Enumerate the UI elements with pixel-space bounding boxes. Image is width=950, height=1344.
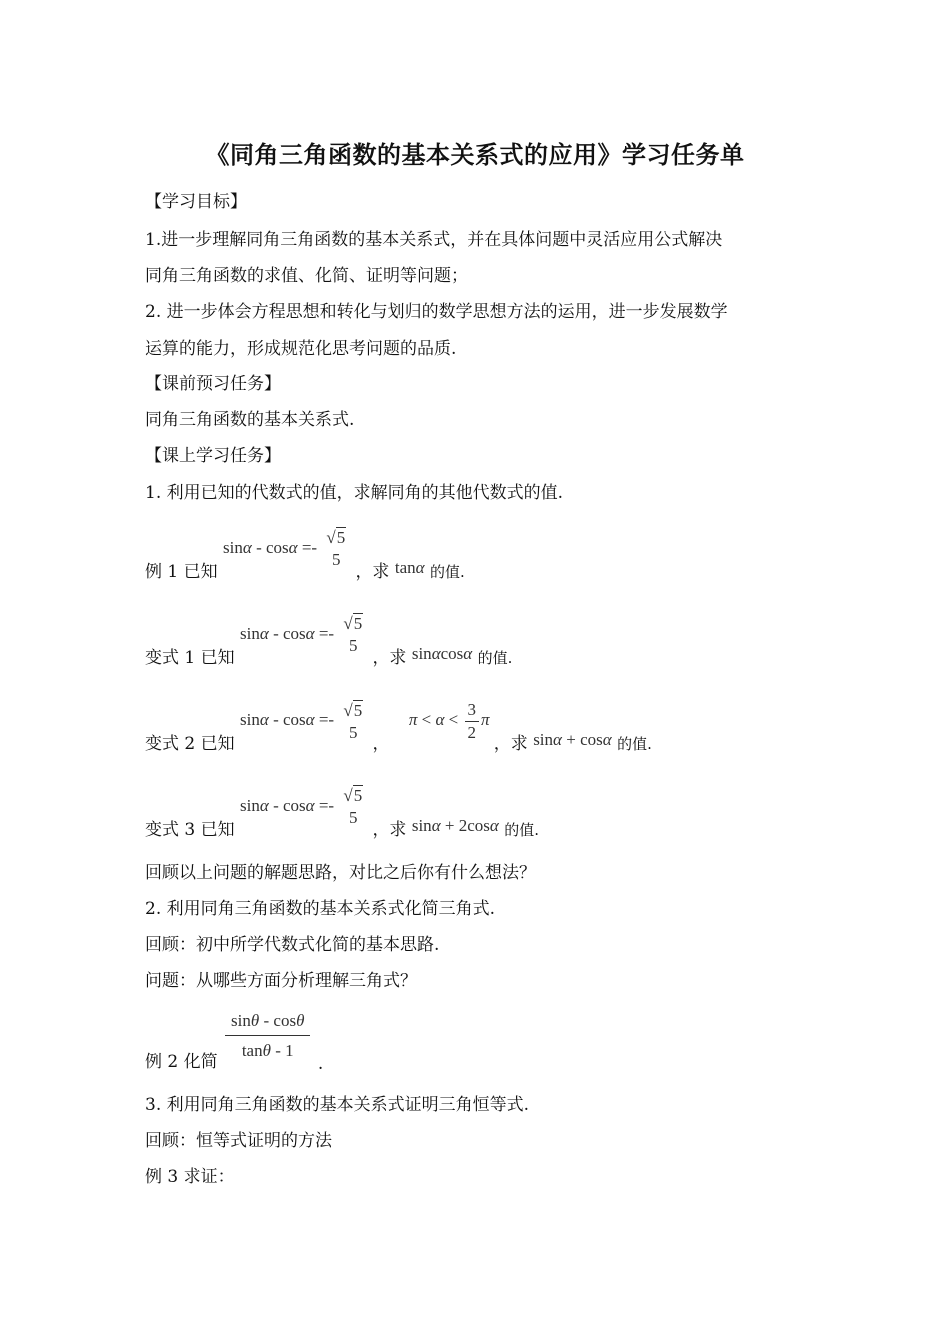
task-2-review: 回顾：初中所学代数式化简的基本思路. bbox=[145, 935, 440, 955]
goal-1-line-1: 1.进一步理解同角三角函数的基本关系式，并在具体问题中灵活应用公式解决 bbox=[145, 230, 723, 250]
goal-2-line-2: 运算的能力，形成规范化思考问题的品质. bbox=[145, 339, 457, 359]
example-2-prefix: 例 2 化简 bbox=[145, 1051, 218, 1072]
three-halves: $\frac{3}{2}$ bbox=[465, 699, 480, 744]
task-2: 2. 利用同角三角函数的基本关系式化简三角式. bbox=[145, 899, 496, 919]
review-question: 回顾以上问题的解题思路，对比之后你有什么想法？ bbox=[145, 863, 536, 883]
goals-header: 【学习目标】 bbox=[145, 192, 247, 212]
task-1: 1. 利用已知的代数式的值，求解同角的其他代数式的值. bbox=[145, 483, 564, 503]
variant-2-prefix: 变式 2 已知 bbox=[145, 734, 235, 755]
variant-1-prefix: 变式 1 已知 bbox=[145, 647, 235, 668]
variant-3-prefix: 变式 3 已知 bbox=[145, 819, 235, 840]
goal-1-line-2: 同角三角函数的求值、化简、证明等问题； bbox=[145, 266, 468, 286]
variant-3-target: sinα + 2cosα bbox=[411, 815, 499, 835]
variant-3-condition: sinα - cosα =- √5 5 bbox=[240, 796, 372, 815]
class-header: 【课上学习任务】 bbox=[145, 446, 281, 466]
variant-2: 变式 2 已知 sinα - cosα =- √5 5 ， π < α < $\frac{3}{2}$ π ，求 sinα + cosα 的值. bbox=[145, 700, 652, 755]
variant-2-condition: sinα - cosα =- √5 5 bbox=[240, 710, 372, 729]
variant-1-target: sinαcosα bbox=[411, 643, 473, 663]
task-3-review: 回顾：恒等式证明的方法 bbox=[145, 1131, 332, 1151]
task-3: 3. 利用同角三角函数的基本关系式证明三角恒等式. bbox=[145, 1095, 530, 1115]
goal-2-line-1: 2. 进一步体会方程思想和转化与划归的数学思想方法的运用，进一步发展数学 bbox=[145, 302, 728, 322]
example-1-condition: sinα - cosα =- √5 5 bbox=[223, 538, 355, 557]
variant-2-target: sinα + cosα bbox=[533, 730, 612, 750]
neg-sqrt5-over-5: √5 5 bbox=[343, 614, 363, 655]
example-1-target: tanα bbox=[394, 557, 425, 577]
variant-1: 变式 1 已知 sinα - cosα =- √5 5 ，求 sinαcosα 的值. bbox=[145, 614, 513, 668]
example-3: 例 3 求证： bbox=[145, 1167, 235, 1187]
preview-header: 【课前预习任务】 bbox=[145, 374, 281, 394]
variant-1-condition: sinα - cosα =- √5 5 bbox=[240, 624, 372, 643]
example-2: 例 2 化简 $\frac{\sin\theta - \cos\theta}{\tan\theta - 1}$ . bbox=[145, 1011, 324, 1074]
neg-sqrt5-over-5: √5 5 bbox=[343, 786, 363, 827]
example-1: 例 1 已知 sinα - cosα =- √5 5 ，求 tanα 的值. bbox=[145, 528, 465, 582]
neg-sqrt5-over-5: √5 5 bbox=[326, 528, 346, 569]
variant-2-range: π < α < $\frac{3}{2}$ π bbox=[408, 700, 490, 742]
example-2-expression: $\frac{\sin\theta - \cos\theta}{\tan\theta - 1}$ bbox=[225, 1010, 310, 1062]
neg-sqrt5-over-5: √5 5 bbox=[343, 700, 363, 742]
page-title: 《同角三角函数的基本关系式的应用》学习任务单 bbox=[205, 140, 745, 169]
task-2-question: 问题：从哪些方面分析理解三角式？ bbox=[145, 971, 417, 991]
example-1-prefix: 例 1 已知 bbox=[145, 561, 218, 582]
variant-3: 变式 3 已知 sinα - cosα =- √5 5 ，求 sinα + 2cosα 的值. bbox=[145, 786, 540, 840]
preview-text: 同角三角函数的基本关系式. bbox=[145, 410, 355, 430]
